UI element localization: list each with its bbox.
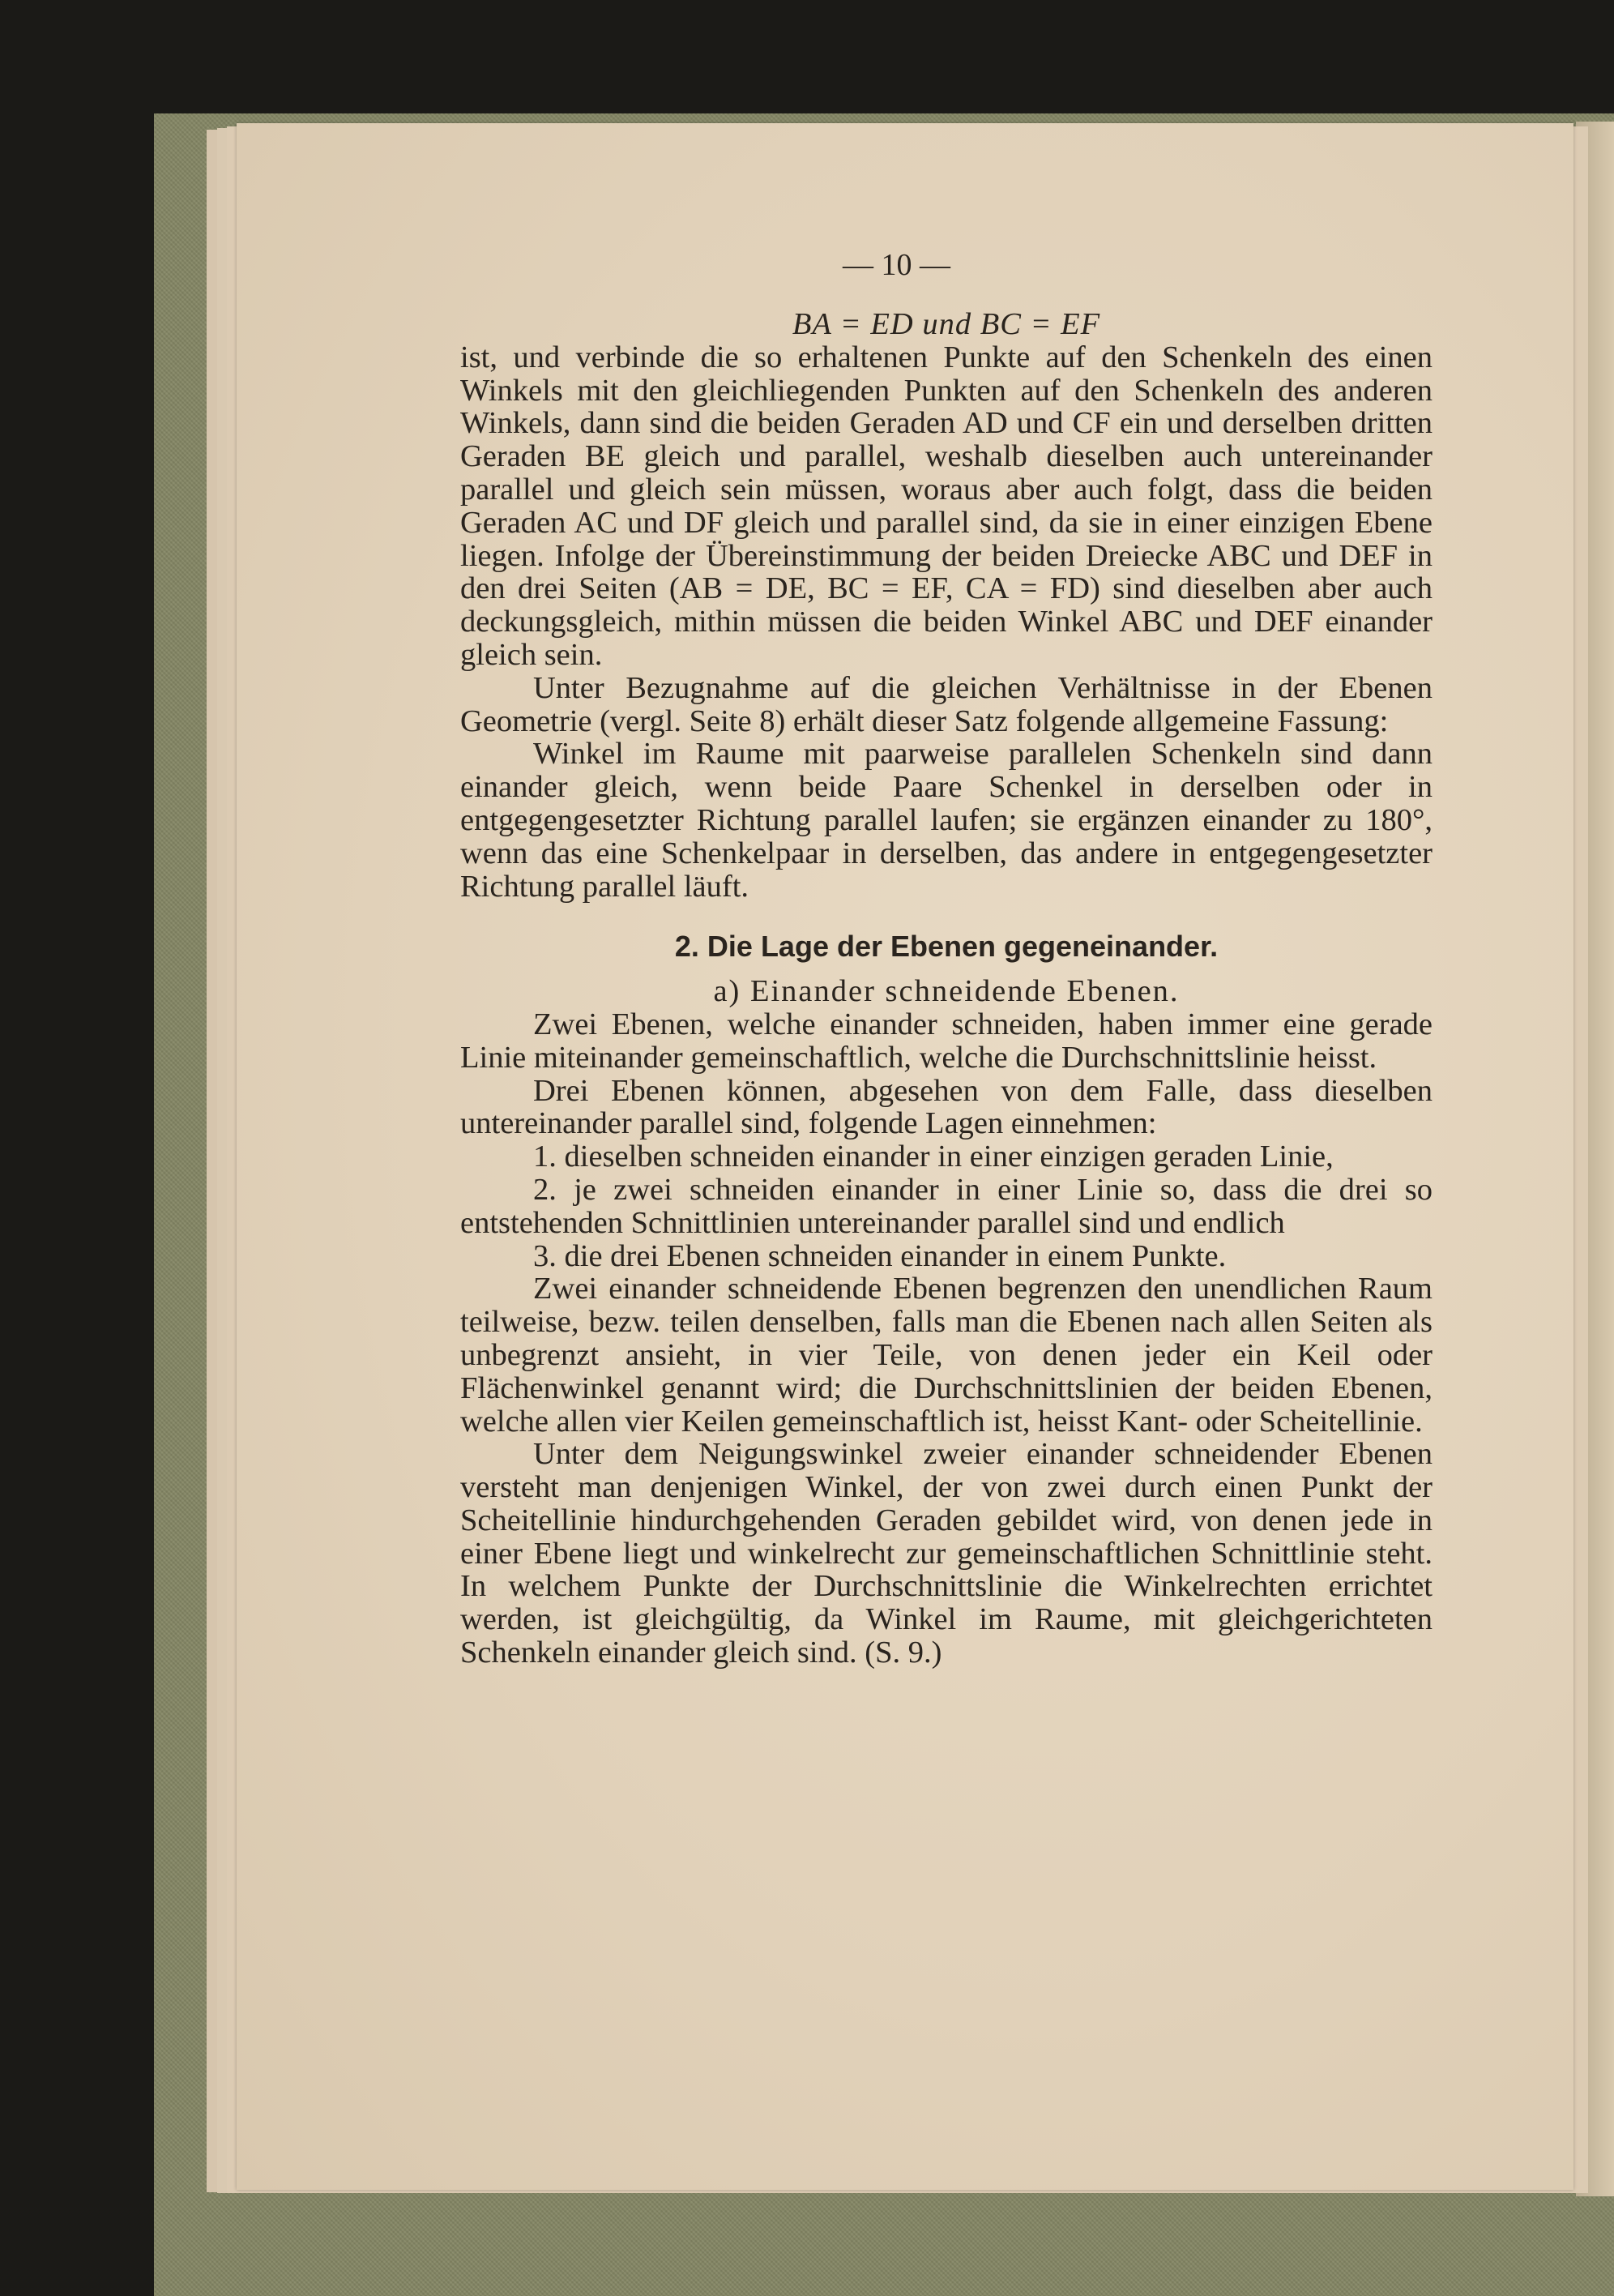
list-item-3: 3. die drei Ebenen schneiden einander in einem Punkte. (533, 1238, 1227, 1273)
list-item-1: 1. dieselben schneiden einander in einer einzigen geraden Linie, (533, 1139, 1334, 1174)
paragraph-7: Unter dem Neigungswinkel zweier einander schneidender Ebenen versteht man denjenigen Winkel, der von zwei durch einen Punkt der Scheitellinie hindurchgehenden Geraden gebildet wird, von denen jede in einer Ebene liegt und winkelrecht zur gemeinschaftlichen Schnittlinie steht. In welchem Punkte der Durchschnittslinie die Winkelrechten errichtet werden, ist gleichgültig, da Winkel im Raume, mit gleichgerichteten Schenkeln einander gleich sind. (S. 9.) (460, 1437, 1433, 1670)
paragraph-1: ist, und verbinde die so erhaltenen Punkte auf den Schenkeln des einen Winkels mit den gleichliegenden Punkten auf den Schenkeln des anderen Winkels, dann sind die beiden Geraden AD und CF ein und derselben dritten Geraden BE gleich und parallel, weshalb dieselben auch untereinander parallel und gleich sein müssen, woraus aber auch folgt, dass die beiden Geraden AC und DF gleich und parallel sind, da sie in einer einzigen Ebene liegen. Infolge der Übereinstimmung der beiden Dreiecke ABC und DEF in den drei Seiten (AB = DE, BC = EF, CA = FD) sind dieselben aber auch deckungsgleich, mithin müssen die beiden Winkel ABC und DEF einander gleich sein. (460, 340, 1433, 672)
section-heading: 2. Die Lage der Ebenen gegeneinander. (674, 930, 1219, 964)
paragraph-6: Zwei einander schneidende Ebenen begrenzen den unendlichen Raum teilweise, bezw. teilen denselben, falls man die Ebenen nach allen Seiten als unbegrenzt ansieht, in vier Teile, von denen jeder ein Keil oder Flächenwinkel genannt wird; die Durchschnittslinien der beiden Ebenen, welche allen vier Keilen gemeinschaftlich ist, heisst Kant- oder Scheitellinie. (460, 1272, 1433, 1439)
paragraph-2: Unter Bezugnahme auf die gleichen Verhältnisse in der Ebenen Geometrie (vergl. Seite 8) erhält dieser Satz folgende allgemeine Fassung: (460, 670, 1433, 738)
page-number: — 10 — (843, 248, 950, 282)
paragraph-3: Winkel im Raume mit paarweise parallelen Schenkeln sind dann einander gleich, wenn beide Paare Schenkel in derselben oder in entgegengesetzter Richtung parallel laufen; sie ergänzen einander zu 180°, wenn das eine Schenkelpaar in derselben, das andere in entgegengesetzter Richtung parallel läuft. (460, 737, 1433, 904)
paragraph-4: Zwei Ebenen, welche einander schneiden, haben immer eine gerade Linie miteinander gemeinschaftlich, welche die Durchschnittslinie heisst. (460, 1007, 1433, 1075)
equation-line: BA = ED und BC = EF (792, 307, 1101, 341)
page-body (460, 308, 1433, 1670)
list-item-2: 2. je zwei schneiden einander in einer Linie so, dass die drei so entstehenden Schnittlinien untereinander parallel sind und endlich (460, 1172, 1433, 1240)
paragraph-5: Drei Ebenen können, abgesehen von dem Falle, dass dieselben untereinander parallel sind, folgende Lagen einnehmen: (460, 1073, 1433, 1141)
subsection-heading: a) Einander schneidende Ebenen. (713, 974, 1180, 1009)
